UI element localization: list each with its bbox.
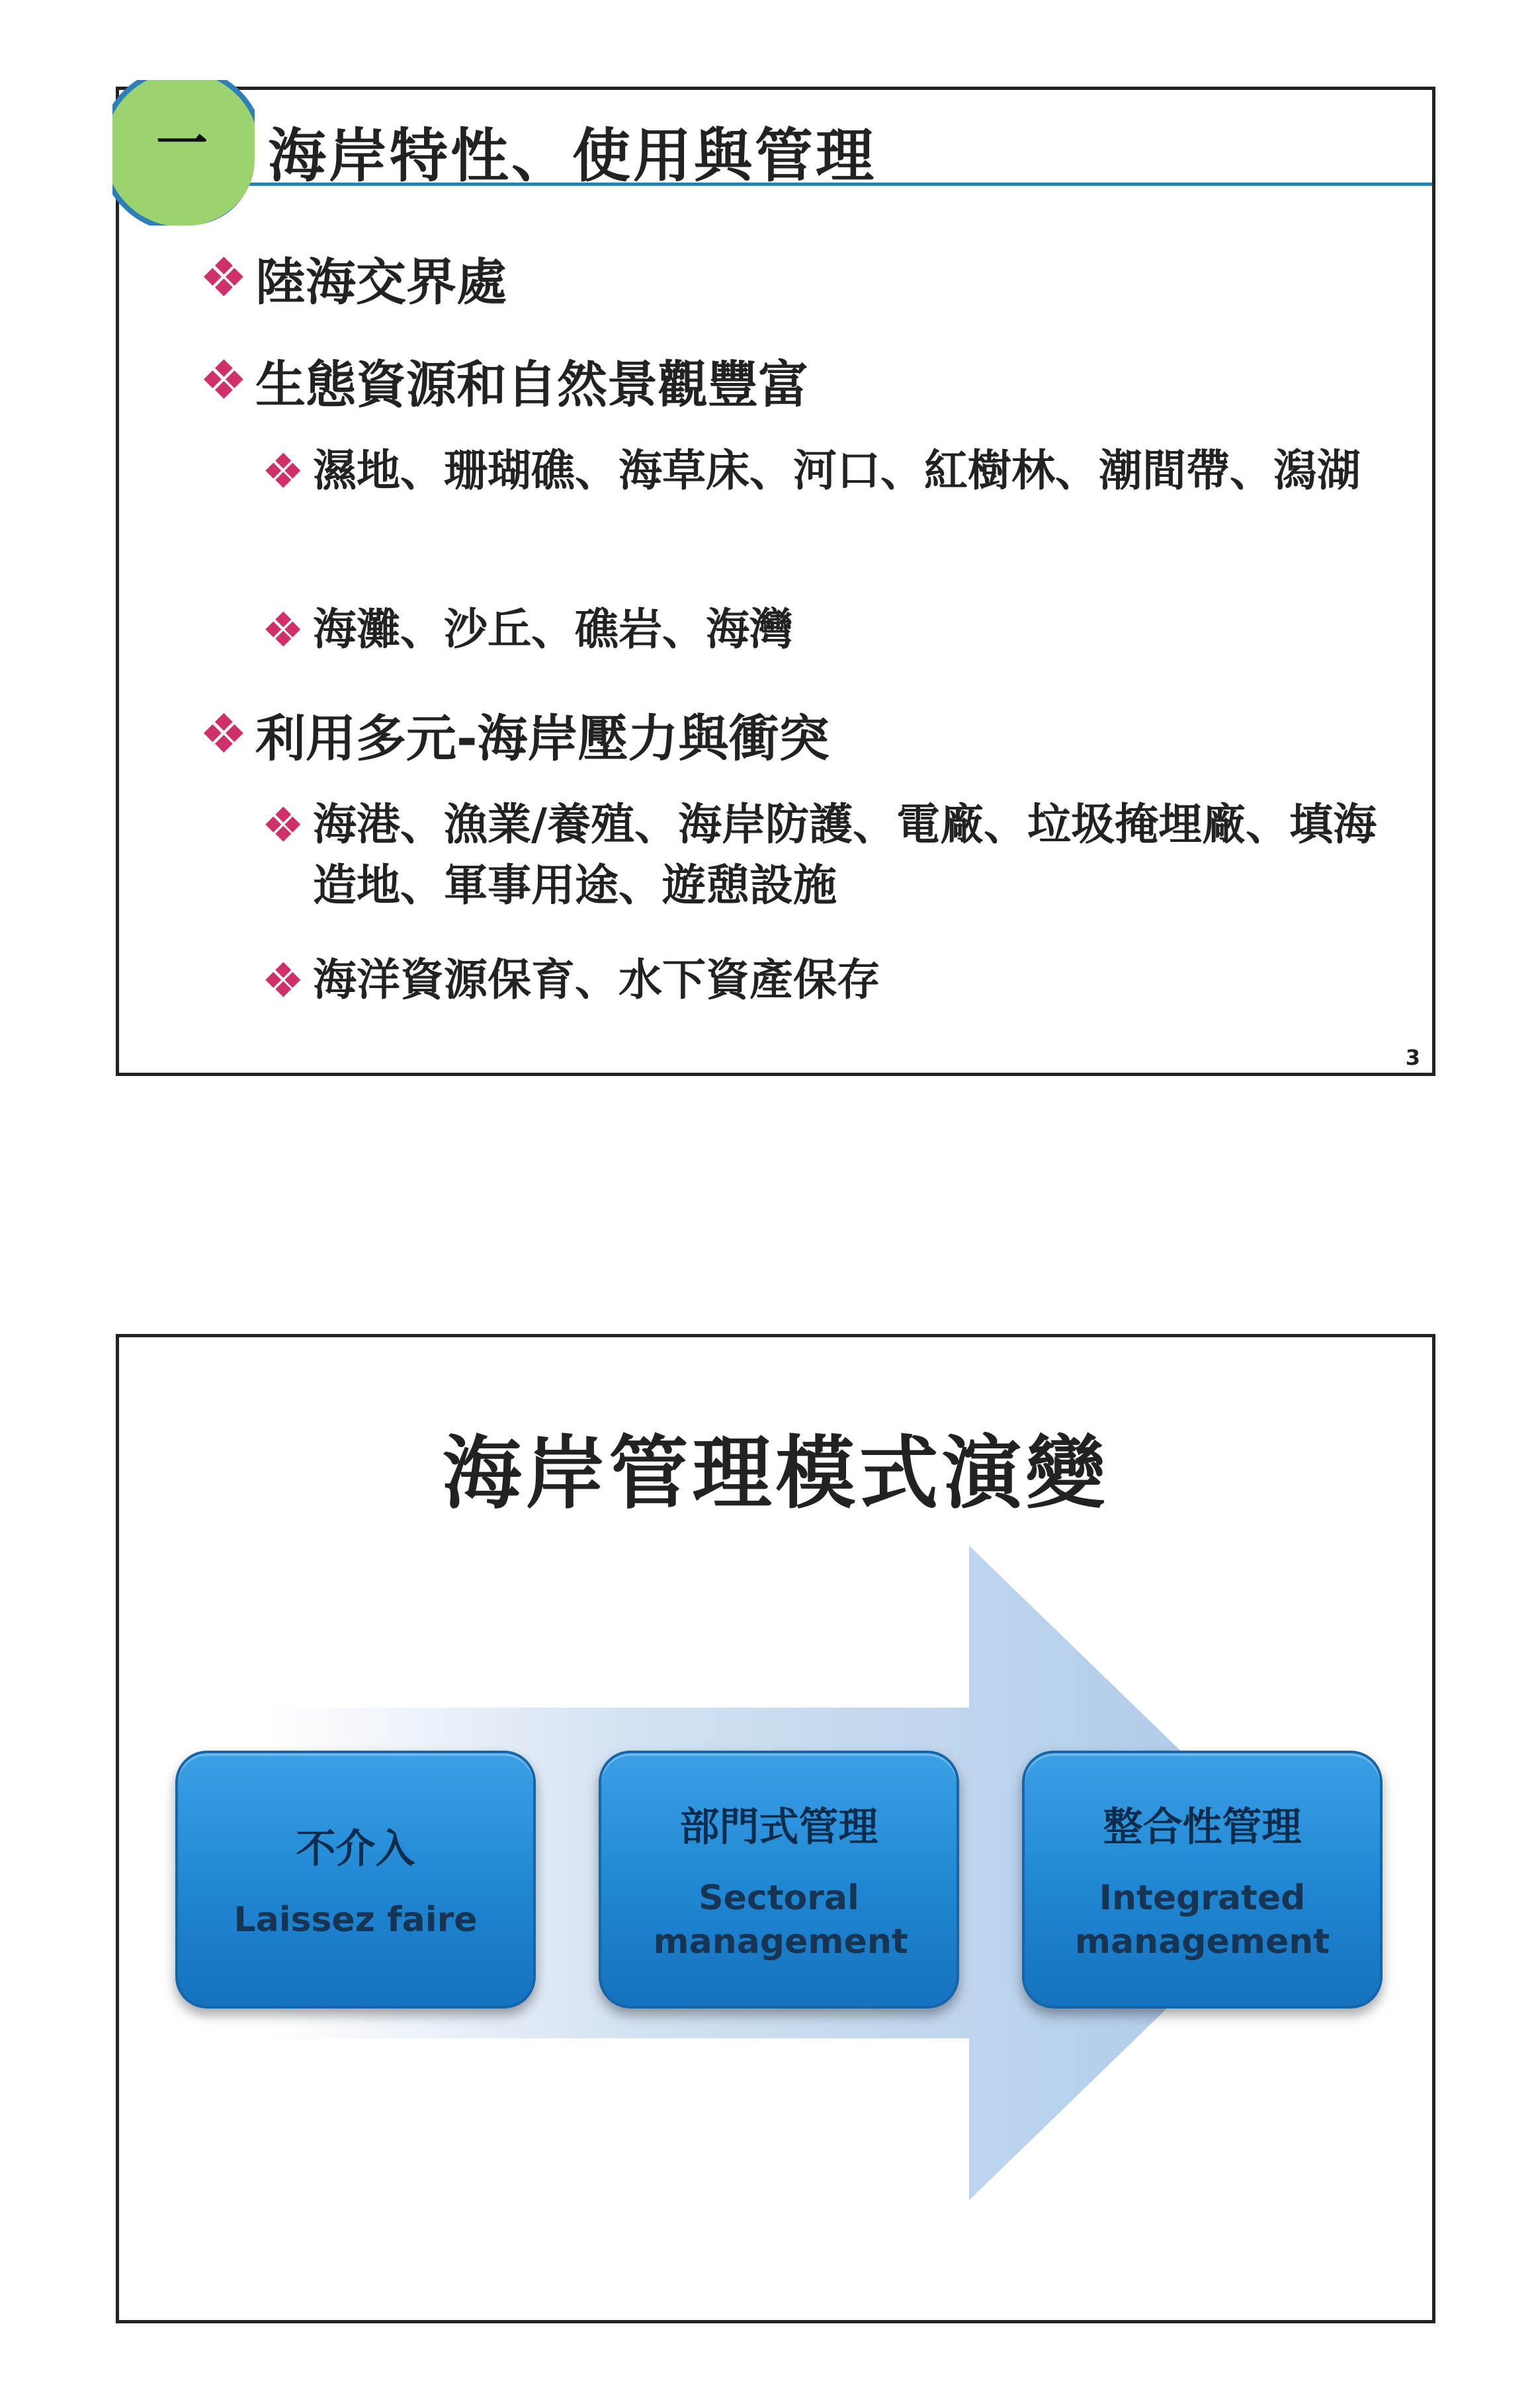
slide-title: 海岸管理模式演變 — [442, 1428, 1109, 1520]
diamond-bullet-icon — [206, 259, 241, 294]
diamond-bullet-icon — [268, 455, 298, 485]
slide-coast-characteristics — [116, 87, 1435, 1076]
stage-box-integrated — [1022, 1751, 1383, 2009]
stage-label-en: Laissez faire — [234, 1900, 478, 1940]
sub-bullet-item — [268, 599, 1392, 660]
sub-bullet-item — [268, 950, 1392, 1011]
diamond-bullet-icon — [268, 614, 298, 644]
slide-title: 海岸特性、使用與管理 — [268, 122, 877, 190]
stage-box-sectoral — [599, 1751, 959, 2009]
stage-label-en: Sectoral management — [653, 1878, 908, 1962]
sub-bullet-text: 濕地、珊瑚礁、海草床、河口、紅樹林、潮間帶、潟湖 — [313, 445, 1361, 496]
sub-bullet-item — [268, 794, 1392, 916]
diamond-bullet-icon — [268, 964, 298, 995]
diamond-bullet-icon — [268, 809, 298, 839]
stage-label-cn: 不介入 — [296, 1826, 415, 1872]
stage-label-cn: 部門式管理 — [679, 1804, 878, 1850]
section-number: 一 — [155, 114, 208, 174]
page-number: 3 — [1405, 1045, 1420, 1070]
bullet-text: 陸海交界處 — [255, 253, 507, 311]
diamond-bullet-icon — [206, 362, 241, 396]
bullet-text: 利用多元-海岸壓力與衝突 — [255, 709, 830, 768]
sub-bullet-text: 海洋資源保育、水下資產保存 — [313, 954, 880, 1005]
sub-bullet-text: 海灘、沙丘、礁岩、海灣 — [313, 604, 793, 655]
stage-label-en: Integrated management — [1074, 1878, 1330, 1962]
bullet-item — [206, 698, 830, 770]
sub-bullet-text: 海港、漁業/養殖、海岸防護、電廠、垃圾掩埋廠、填海造地、軍事用途、遊憩設施 — [313, 799, 1377, 911]
diamond-bullet-icon — [206, 716, 241, 750]
stage-box-laissez-faire — [175, 1751, 536, 2009]
stage-label-cn: 整合性管理 — [1103, 1804, 1302, 1850]
sub-bullet-item — [268, 440, 1392, 501]
section-badge — [112, 80, 255, 226]
bullet-item — [206, 242, 507, 314]
slide-management-evolution — [116, 1334, 1435, 2323]
bullet-item — [206, 345, 808, 417]
bullet-text: 生態資源和自然景觀豐富 — [255, 355, 808, 414]
